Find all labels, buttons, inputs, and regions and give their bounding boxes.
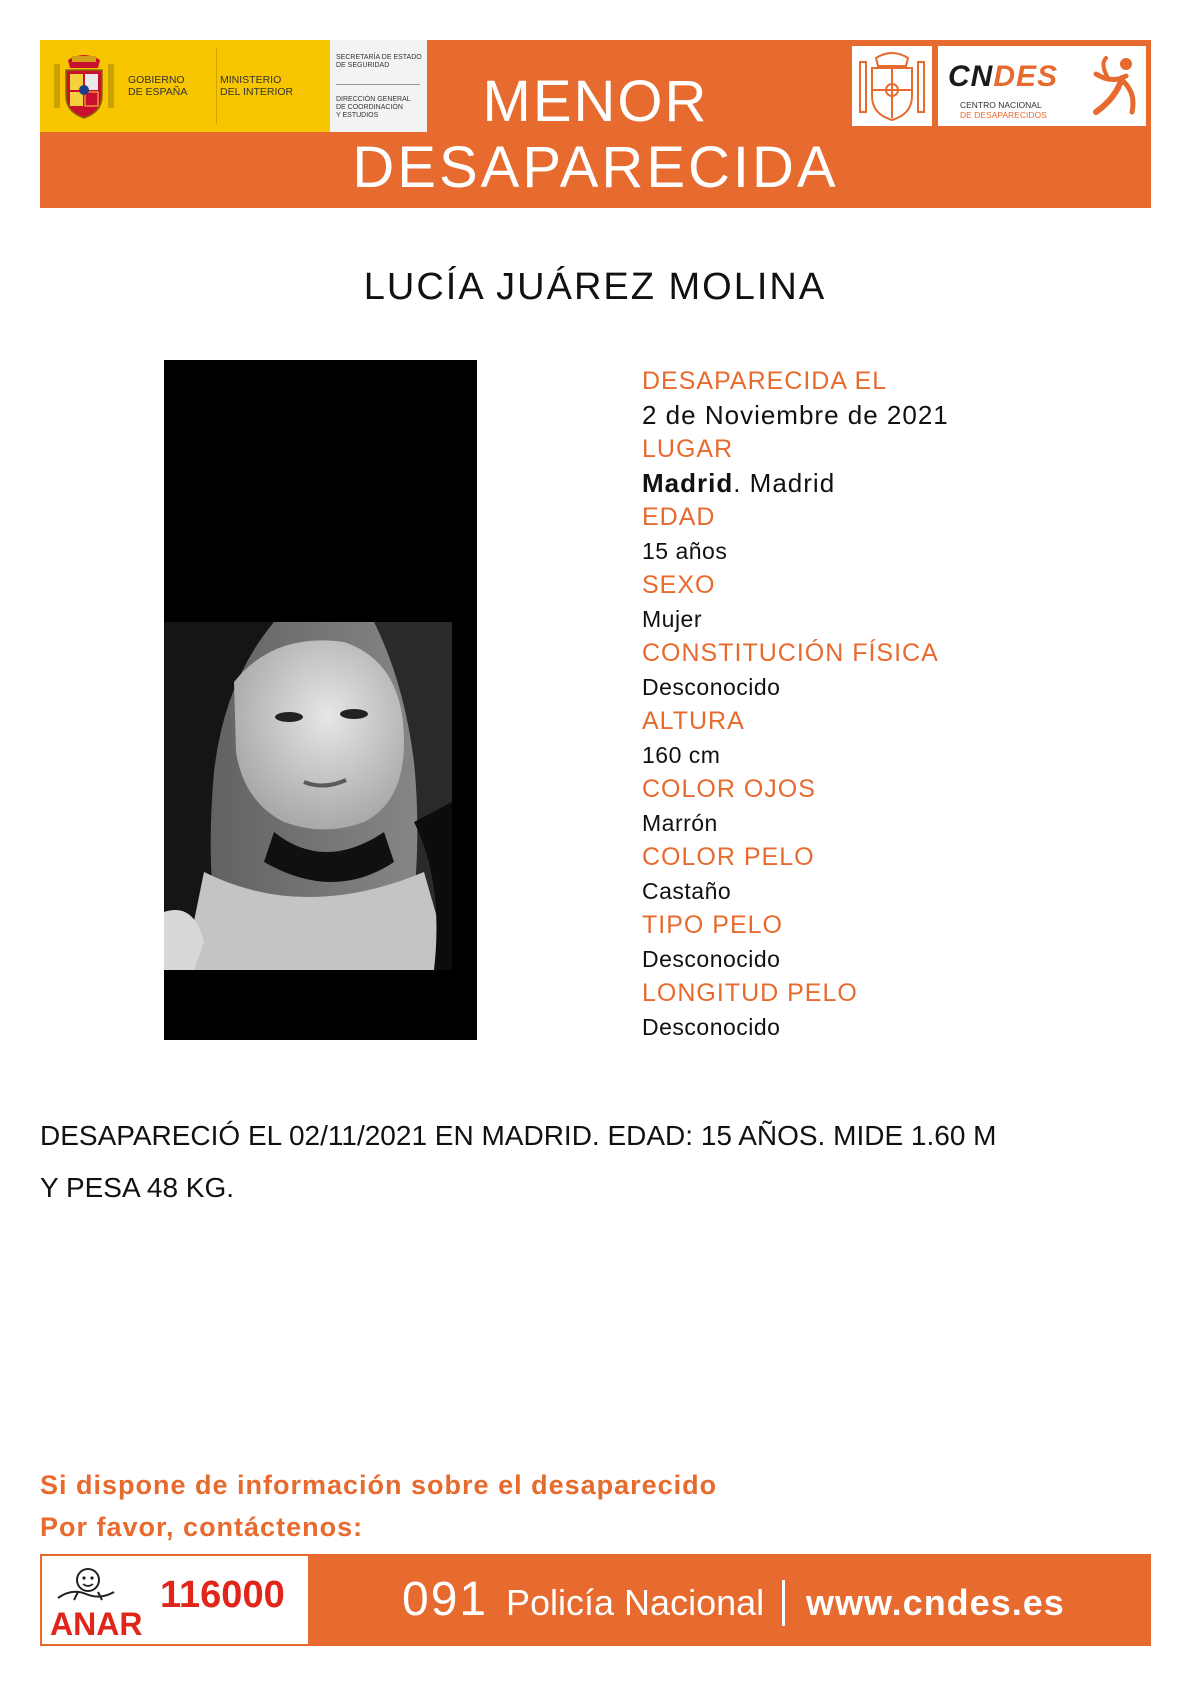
title-desaparecida: DESAPARECIDA xyxy=(352,135,839,200)
label-sexo: SEXO xyxy=(642,571,716,599)
label-longitud-pelo: LONGITUD PELO xyxy=(642,979,858,1007)
ministry-line-2: DEL INTERIOR xyxy=(220,86,294,98)
secretaria-line-1: SECRETARÍA DE ESTADO xyxy=(336,54,422,61)
value-lugar xyxy=(642,466,1142,500)
anar-phone-number[interactable]: 116000 xyxy=(160,1574,285,1616)
label-lugar: LUGAR xyxy=(642,435,734,463)
label-desaparecida-el: DESAPARECIDA EL xyxy=(642,367,888,395)
title-menor: MENOR xyxy=(482,69,709,134)
description-line-1: DESAPARECIÓ EL 02/11/2021 EN MADRID. EDAD: 15 AÑOS. MIDE 1.60 M xyxy=(40,1120,997,1151)
secretaria-line-2: DE SEGURIDAD xyxy=(336,62,390,69)
label-color-ojos: COLOR OJOS xyxy=(642,775,816,803)
value-constitucion: Desconocido xyxy=(642,674,781,700)
gov-line-2: DE ESPAÑA xyxy=(128,86,188,98)
value-tipo-pelo: Desconocido xyxy=(642,946,781,972)
website-link[interactable]: www.cndes.es xyxy=(806,1582,1065,1623)
ministry-line-1: MINISTERIO xyxy=(220,74,282,86)
description-text xyxy=(40,1110,1160,1214)
value-color-ojos: Marrón xyxy=(642,810,718,836)
cndes-logo xyxy=(938,46,1146,126)
contact-prompt-line-2: Por favor, contáctenos: xyxy=(40,1512,364,1542)
secretaria-label xyxy=(336,54,426,70)
cndes-wordmark-des: DES xyxy=(993,60,1059,93)
value-longitud-pelo: Desconocido xyxy=(642,1014,781,1040)
value-lugar-region: . Madrid xyxy=(733,468,836,498)
value-color-pelo: Castaño xyxy=(642,878,732,904)
contact-bar xyxy=(40,1554,1151,1646)
footer-divider xyxy=(782,1580,785,1626)
label-edad: EDAD xyxy=(642,503,716,531)
value-edad: 15 años xyxy=(642,538,728,564)
spain-coat-of-arms-outline-icon xyxy=(852,46,932,126)
missing-person-photo xyxy=(164,622,452,970)
cndes-wordmark xyxy=(948,60,1058,94)
police-phone-number[interactable]: 091 xyxy=(402,1573,489,1626)
police-label: Policía Nacional xyxy=(506,1582,765,1623)
anar-logo xyxy=(42,1556,308,1644)
cndes-wordmark-cn: CN xyxy=(948,60,994,93)
header-banner xyxy=(40,40,1151,208)
anar-wordmark: ANAR xyxy=(50,1606,143,1642)
value-altura: 160 cm xyxy=(642,742,721,768)
cndes-shield-block xyxy=(852,46,932,126)
value-lugar-city: Madrid xyxy=(642,468,734,498)
description-line-2: Y PESA 48 KG. xyxy=(40,1172,235,1203)
label-tipo-pelo: TIPO PELO xyxy=(642,911,783,939)
cndes-subtitle-2: DE DESAPARECIDOS xyxy=(960,110,1047,120)
details-list xyxy=(642,364,1142,1044)
anar-child-icon xyxy=(56,1566,116,1608)
value-desaparecida-el: 2 de Noviembre de 2021 xyxy=(642,400,949,430)
person-name: LUCÍA JUÁREZ MOLINA xyxy=(363,266,827,308)
direccion-line-2: DE COORDINACIÓN xyxy=(336,104,403,111)
cndes-subtitle-1: CENTRO NACIONAL xyxy=(960,100,1042,110)
gov-line-1: GOBIERNO xyxy=(128,74,185,86)
label-altura: ALTURA xyxy=(642,707,745,735)
label-color-pelo: COLOR PELO xyxy=(642,843,815,871)
direccion-line-3: Y ESTUDIOS xyxy=(336,112,379,119)
direccion-line-1: DIRECCIÓN GENERAL xyxy=(336,96,411,103)
contact-prompt-line-1: Si dispone de información sobre el desaparecido xyxy=(40,1470,718,1500)
cndes-runner-icon xyxy=(1086,54,1142,120)
label-constitucion: CONSTITUCIÓN FÍSICA xyxy=(642,639,939,667)
value-sexo: Mujer xyxy=(642,606,703,632)
